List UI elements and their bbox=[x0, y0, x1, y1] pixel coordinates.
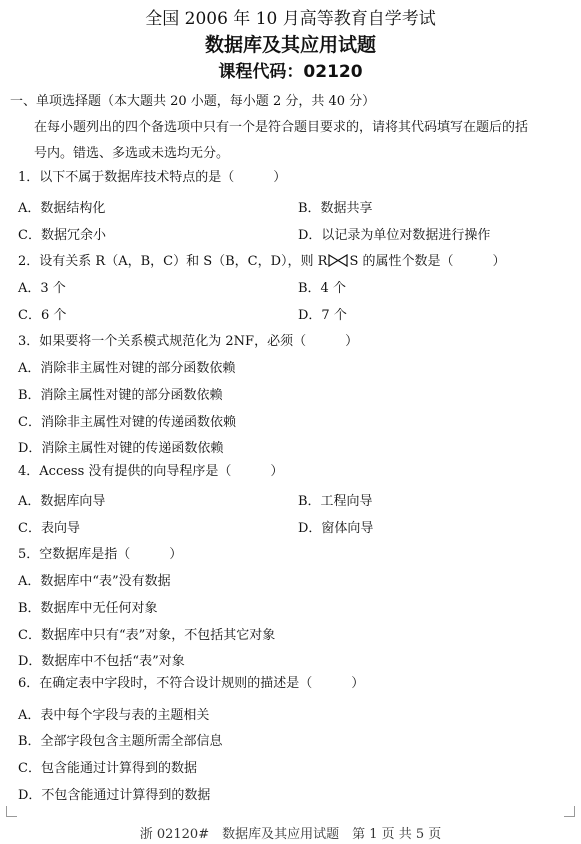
q5-option-c: C．数据库中只有“表”对象，不包括其它对象 bbox=[18, 628, 276, 643]
question-2-text-after: S 的属性个数是（ ） bbox=[349, 254, 506, 269]
q6-option-d: D．不包含能通过计算得到的数据 bbox=[18, 788, 211, 803]
q1-option-b: B．数据共享 bbox=[298, 201, 373, 216]
course-code: 课程代码：02120 bbox=[218, 62, 363, 82]
q5-option-b: B．数据库中无任何对象 bbox=[18, 601, 158, 616]
q4-option-d: D．窗体向导 bbox=[298, 521, 374, 536]
q1-option-a: A．数据结构化 bbox=[18, 201, 106, 216]
q3-option-b: B．消除主属性对键的部分函数依赖 bbox=[18, 388, 223, 403]
exam-title: 全国 2006 年 10 月高等教育自学考试 bbox=[145, 9, 436, 29]
question-4: 4．Access 没有提供的向导程序是（ ） bbox=[18, 464, 284, 479]
q2-option-d: D．7 个 bbox=[298, 308, 347, 323]
question-6: 6．在确定表中字段时，不符合设计规则的描述是（ ） bbox=[18, 676, 365, 691]
crop-mark-bottom-left bbox=[6, 806, 17, 817]
question-5: 5．空数据库是指（ ） bbox=[18, 547, 183, 562]
course-title: 数据库及其应用试题 bbox=[204, 34, 376, 56]
q1-option-c: C．数据冗余小 bbox=[18, 228, 106, 243]
q3-option-d: D．消除主属性对键的传递函数依赖 bbox=[18, 441, 224, 456]
q3-option-a: A．消除非主属性对键的部分函数依赖 bbox=[18, 361, 236, 376]
question-3: 3．如果要将一个关系模式规范化为 2NF，必须（ ） bbox=[18, 334, 359, 349]
q2-option-c: C．6 个 bbox=[18, 308, 67, 323]
q3-option-c: C．消除非主属性对键的传递函数依赖 bbox=[18, 415, 236, 430]
q1-option-d: D．以记录为单位对数据进行操作 bbox=[298, 228, 491, 243]
section-heading: 一、单项选择题（本大题共 20 小题，每小题 2 分，共 40 分） bbox=[10, 94, 376, 109]
question-2 bbox=[18, 250, 506, 271]
q6-option-a: A．表中每个字段与表的主题相关 bbox=[18, 708, 210, 723]
question-1: 1．以下不属于数据库技术特点的是（ ） bbox=[18, 170, 287, 185]
instruction-line-1: 在每小题列出的四个备选项中只有一个是符合题目要求的，请将其代码填写在题后的括 bbox=[34, 120, 529, 135]
q4-option-a: A．数据库向导 bbox=[18, 494, 106, 509]
crop-mark-bottom-right bbox=[564, 806, 575, 817]
q6-option-b: B．全部字段包含主题所需全部信息 bbox=[18, 734, 223, 749]
q5-option-d: D．数据库中不包括“表”对象 bbox=[18, 654, 185, 669]
instruction-line-2: 号内。错选、多选或未选均无分。 bbox=[34, 146, 230, 161]
q5-option-a: A．数据库中“表”没有数据 bbox=[18, 574, 171, 589]
page-footer: 浙 02120# 数据库及其应用试题 第 1 页 共 5 页 bbox=[139, 827, 442, 842]
question-2-text-before: 2．设有关系 R（A，B，C）和 S（B，C，D），则 R bbox=[18, 254, 328, 269]
natural-join-icon bbox=[328, 254, 348, 271]
q2-option-b: B．4 个 bbox=[298, 281, 346, 296]
q6-option-c: C．包含能通过计算得到的数据 bbox=[18, 761, 197, 776]
q4-option-b: B．工程向导 bbox=[298, 494, 373, 509]
q2-option-a: A．3 个 bbox=[18, 281, 66, 296]
q4-option-c: C．表向导 bbox=[18, 521, 80, 536]
